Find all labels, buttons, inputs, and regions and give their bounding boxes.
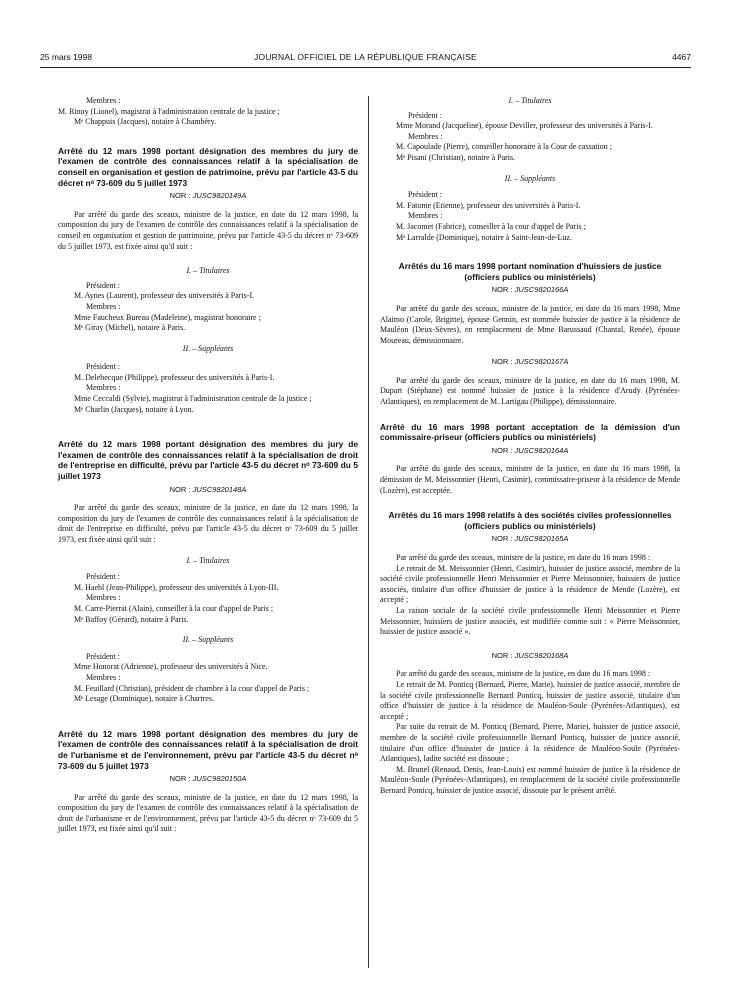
- role-label: Membres :: [408, 211, 443, 221]
- member-entry: M. Delebecque (Philippe), professeur des universités à Paris-I.: [74, 372, 275, 382]
- role-label: Membres :: [86, 672, 121, 682]
- member-entry: M. Carre-Pierrat (Alain), conseiller à la cour d'appel de Paris ;: [74, 603, 274, 613]
- role-label: Président :: [86, 572, 120, 582]
- member-entry: Mᵉ Lesage (Dominique), notaire à Chartres.: [74, 694, 215, 704]
- member-entry: Mᵉ Charlin (Jacques), notaire à Lyon.: [74, 404, 194, 414]
- header-rule: [40, 67, 691, 68]
- decree-title: Arrêté du 12 mars 1998 portant désignation des membres du jury de l'examen de contrôle des connaissances relatif à la spécialisation de droit de l'urbanisme et de l'environnement, prévu par l'article 43-5 du décret nᵒ 73-609 du 5 juillet 1973: [58, 728, 358, 771]
- decree-body: Par arrêté du garde des sceaux, ministre de la justice, en date du 12 mars 1998, la composition du jury de l'examen de contrôle des connaissances relatif à la spécialisation de droit de l'urbanisme et de l'environnement, prévu par l'article 43-5 du décret nᵒ 73-609 du 5 juillet 1973, est fixée ainsi qu'il suit :: [58, 792, 358, 834]
- page-number: 4467: [672, 52, 691, 62]
- section-heading: II. – Suppléants: [182, 635, 234, 645]
- members-label: Membres :: [86, 96, 121, 105]
- nor-reference: NOR : JUSC9820165A: [491, 534, 569, 544]
- nor-reference: NOR : JUSC9820168A: [491, 650, 569, 660]
- decree-title: Arrêté du 12 mars 1998 portant désignation des membres du jury de l'examen de contrôle des connaissances relatif à la spécialisation de conseil en organisation et gestion de patrimoine, prévu par l'article 43-5 du décret nᵒ 73-609 du 5 juillet 1973: [58, 145, 358, 188]
- nor-reference: NOR : JUSC9820164A: [491, 445, 569, 455]
- section-heading: I. – Titulaires: [186, 266, 230, 276]
- nor-reference: NOR : JUSC9820149A: [169, 191, 247, 201]
- nor-reference: NOR : JUSC9820167A: [491, 357, 569, 367]
- column-divider: [368, 96, 369, 968]
- role-label: Président :: [408, 110, 442, 120]
- decree-body: Par suite du retrait de M. Ponticq (Bernard, Pierre, Marie), huissier de justice associé, membre de la société civile professionnelle Bernard Ponticq, huissier de justice associé, titulaire d'un office d'huissier de justice à la résidence de Mauléon-Soule (Pyrénées-Atlantiques), ladite société est dissoute ;: [380, 722, 680, 764]
- nor-reference: NOR : JUSC9820148A: [169, 484, 247, 494]
- decree-title: Arrêté du 12 mars 1998 portant désignation des membres du jury de l'examen de contrôle des connaissances relatif à la spécialisation de droit de l'entreprise en difficulté, prévu par l'article 43-5 du décret nᵒ 73-609 du 5 juillet 1973: [58, 439, 358, 482]
- section-heading: II. – Suppléants: [182, 343, 234, 353]
- decree-body: Par arrêté du garde des sceaux, ministre de la justice, en date du 12 mars 1998, la composition du jury de l'examen de contrôle des connaissances relatif à la spécialisation de conseil en organisation et gestion de patrimoine, prévu par l'article 43-5 du décret nᵒ 73-609 du 5 juillet 1973, est fixée ainsi qu'il suit :: [58, 209, 358, 251]
- decree-body: Le retrait de M. Meissonnier (Henri, Casimir), huissier de justice associé, membre de la société civile professionnelle Henri Meissonnier et Pierre Meissonnier, huissiers de justice associés, titulaire d'un office d'huissier de justice à la résidence de Mende (Lozère), est accepté ;: [380, 563, 680, 605]
- section-heading: I. – Titulaires: [508, 96, 552, 105]
- decree-body: M. Brunel (Renaud, Denis, Jean-Louis) est nommé huissier de justice à la résidence de Mauléon-Soule (Pyrénées-Atlantiques), en remplacement de la société civile professionnelle Bernard Ponticq, huissier de justice associé, dissoute par le présent arrêté.: [380, 764, 680, 795]
- role-label: Membres :: [86, 593, 121, 603]
- member-entry: Mᵉ Baffoy (Gérard), notaire à Paris.: [74, 614, 189, 624]
- member-entry: M. Haehl (Jean-Philippe), professeur des universités à Lyon-III.: [74, 582, 279, 592]
- page-header: [40, 52, 691, 66]
- member-entry: M. Jacomet (Fabrice), conseiller à la cour d'appel de Paris ;: [396, 221, 586, 231]
- decree-body: Le retrait de M. Ponticq (Bernard, Pierre, Marie), huissier de justice associé, membre de la société civile professionnelle Bernard Ponticq, huissier de justice associé, titulaire d'un office d'huissier de justice à la résidence de Mauléon-Soule (Pyrénées-Atlantiques), est accepté ;: [380, 679, 680, 721]
- section-heading: I. – Titulaires: [186, 555, 230, 565]
- member-entry: M. Feuillard (Christian), président de chambre à la cour d'appel de Paris ;: [74, 683, 310, 693]
- member-entry: M. Aynes (Laurent), professeur des universités à Paris-I.: [74, 291, 255, 301]
- decree-title: Arrêté du 16 mars 1998 portant acceptation de la démission d'un commissaire-priseur (officiers publics ou ministériels): [380, 421, 680, 443]
- section-heading: II. – Suppléants: [504, 173, 556, 183]
- decree-body: Par arrêté du garde des sceaux, ministre de la justice, en date du 16 mars 1998, la démission de M. Meissonnier (Henri, Casimir), commissaire-priseur à la résidence de Mende (Lozère), est acceptée.: [380, 464, 680, 495]
- role-label: Président :: [86, 362, 120, 372]
- nor-reference: NOR : JUSC9820150A: [169, 774, 247, 784]
- decree-body: Par arrêté du garde des sceaux, ministre de la justice, en date du 16 mars 1998 :: [396, 553, 651, 562]
- decree-body: Par arrêté du garde des sceaux, ministre de la justice, en date du 16 mars 1998, Mme Alaimo (Carole, Brigitte), épouse Gennin, est nommée huissier de justice à la résidence de Mauléon (Deux-Sèvres), en remplacement de Mme Barussaud (Chantal, Renée), épouse Moureau, démissionnaire.: [380, 303, 680, 345]
- member-entry: M. Rinuy (Lionel), magistrat à l'administration centrale de la justice ;: [58, 106, 280, 116]
- decree-title: Arrêtés du 16 mars 1998 portant nomination d'huissiers de justice (officiers publics ou ministériels): [398, 261, 662, 282]
- header-date: 25 mars 1998: [40, 52, 92, 62]
- member-entry: Mᵉ Giray (Michel), notaire à Paris.: [74, 323, 186, 333]
- decree-body: Par arrêté du garde des sceaux, ministre de la justice, en date du 16 mars 1998, M. Dupart (Stéphane) est nommé huissier de justice à la résidence d'Arudy (Pyrénées-Atlantiques), en remplacement de M. Lartigau (Philippe), démissionnaire.: [380, 375, 680, 407]
- decree-title: Arrêtés du 16 mars 1998 relatifs à des sociétés civiles professionnelles (officiers publics ou ministériels): [388, 510, 672, 531]
- left-column: [58, 96, 358, 835]
- member-entry: Mᵉ Larralde (Dominique), notaire à Saint-Jean-de-Luz.: [396, 232, 572, 242]
- role-label: Membres :: [408, 131, 443, 141]
- role-label: Président :: [408, 190, 442, 200]
- member-entry: Mme Ceccaldi (Sylvie), magistrat à l'administration centrale de la justice ;: [74, 394, 312, 404]
- member-entry: M. Fatome (Etienne), professeur des universités à Paris-I.: [396, 200, 581, 210]
- decree-body: La raison sociale de la société civile professionnelle Henri Meissonnier et Pierre Meissonnier, huissiers de justice associés, est modifiée comme suit : « Pierre Meissonnier, huissier de justice associé ».: [380, 605, 680, 637]
- member-entry: Mᵉ Pisani (Christian), notaire à Paris.: [396, 152, 516, 162]
- decree-body: Par arrêté du garde des sceaux, ministre de la justice, en date du 16 mars 1998 :: [396, 669, 651, 679]
- role-label: Président :: [86, 651, 120, 661]
- role-label: Membres :: [86, 301, 121, 311]
- right-column: [380, 96, 680, 796]
- member-entry: Mme Morand (Jacqueline), épouse Deviller, professeur des universités à Paris-I.: [396, 121, 653, 131]
- role-label: Membres :: [86, 383, 121, 393]
- decree-body: Par arrêté du garde des sceaux, ministre de la justice, en date du 12 mars 1998, la composition du jury de l'examen de contrôle des connaissances relatif à la spécialisation de droit de l'entreprise en difficulté, prévu par l'article 43-5 du décret nᵒ 73-609 du 5 juillet 1973, est fixée ainsi qu'il suit :: [58, 503, 358, 544]
- nor-reference: NOR : JUSC9820166A: [491, 285, 569, 295]
- member-entry: M. Capoulade (Pierre), conseiller honoraire à la Cour de cassation ;: [396, 142, 612, 152]
- journal-title: JOURNAL OFFICIEL DE LA RÉPUBLIQUE FRANÇAISE: [254, 52, 477, 62]
- member-entry: Mme Honorat (Adrienne), professeur des universités à Nice.: [74, 662, 268, 672]
- member-entry: Mᵉ Chappuis (Jacques), notaire à Chambéry.: [74, 117, 217, 127]
- role-label: Président :: [86, 280, 120, 290]
- member-entry: Mme Faucheux Bureau (Madeleine), magistrat honoraire ;: [74, 312, 261, 322]
